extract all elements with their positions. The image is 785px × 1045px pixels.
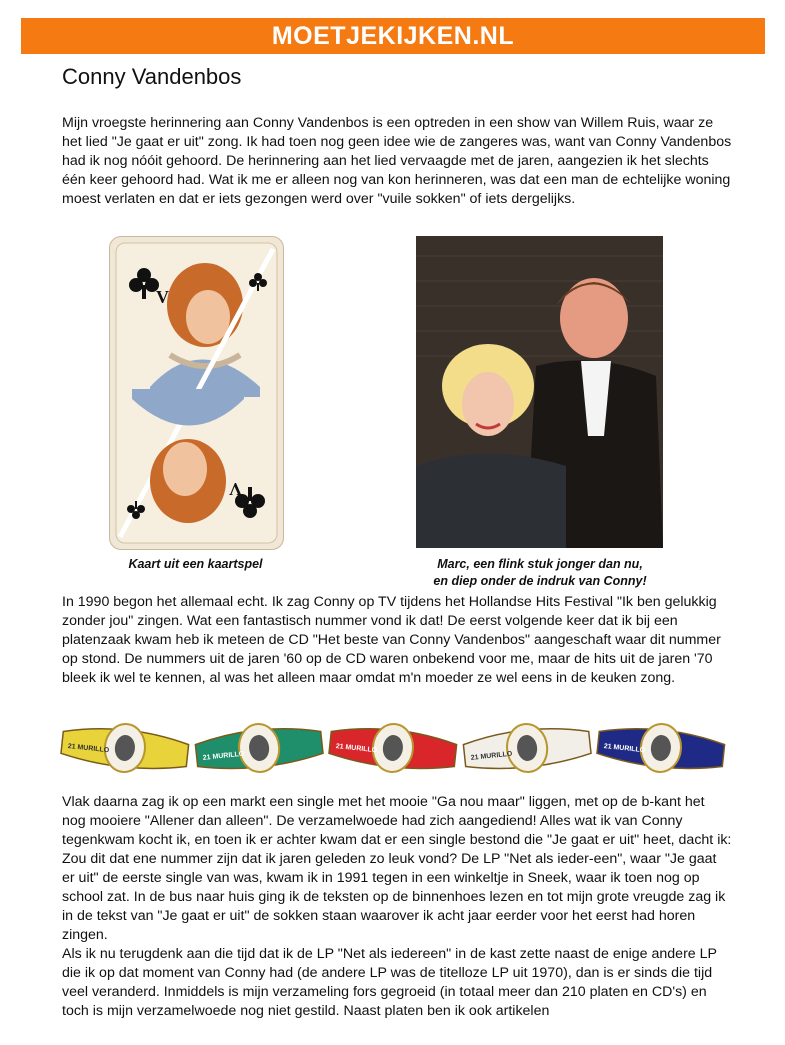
photo-marc-and-conny bbox=[416, 236, 663, 548]
cigar-band-label: 21 MURILLO bbox=[67, 743, 110, 755]
caption-photo-line-2: en diep onder de indruk van Conny! bbox=[433, 574, 647, 588]
caption-photo-line-1: Marc, een flink stuk jonger dan nu, bbox=[437, 557, 643, 571]
paragraph-1990: In 1990 begon het allemaal echt. Ik zag Conny op TV tijdens het Hollandse Hits Festival "Ik ben gelukkig zonder jou" zingen. Wat een fantastisch nummer vond ik dat! De eerst volgende keer dat ik bij een platenzaak kwam heb ik meteen de CD "Het beste van Conny Vandenbos" aangeschaft waar dit nummer op stond. De nummers uit de jaren '60 op de CD waren onbekend voor me, maar de hits uit de jaren '70 bleek ik wel te kennen, al was het alleen maar omdat m'n moeder ze wel eens in de keuken zong. bbox=[62, 594, 721, 686]
card-index-bottom: V bbox=[229, 479, 242, 499]
page-title: Conny Vandenbos bbox=[62, 64, 242, 89]
cigar-band-label: 21 MURILLO bbox=[335, 743, 378, 755]
cigar-bands-image bbox=[58, 708, 728, 786]
cigar-band bbox=[328, 718, 458, 779]
cigar-band-label: 21 MURILLO bbox=[202, 750, 245, 762]
playing-card-image bbox=[109, 236, 284, 550]
cigar-band bbox=[194, 718, 324, 779]
caption-photo bbox=[408, 556, 672, 590]
card-index-top: V bbox=[156, 287, 169, 307]
cigar-band bbox=[462, 718, 592, 779]
paragraph-collection: Vlak daarna zag ik op een markt een single met het mooie "Ga nou maar" liggen, met op de b-kant het nog mooiere "Allener dan alleen". De verzamelwoede had zich aangediend! Alles wat ik van Conny tegenkwam kocht ik, en toen ik er achter kwam dat er een single bestond die "Je gaat er uit" heet, dacht ik: Zou dit dat ene nummer zijn dat ik jaren geleden zo leuk vond? De LP "Net als ieder-een", waar "Je gaat er uit" de eerste single van was, kwam ik in 1991 tegen in een winkeltje in Sneek, waar ik toen nog op school zat. In de bus naar huis ging ik de teksten op de binnenhoes lezen en tot mijn grote vreugde zag ik in de tekst van "Je gaat er uit" de sokken staan waarover ik acht jaar eerder voor het eerst had horen zingen. Als ik nu terugdenk aan die tijd dat ik de LP "Net als iedereen" in de kast zette naast de enige andere LP die ik op dat moment van Conny had (de andere LP was de titelloze LP uit 1970), dan is er sinds die tijd veel veranderd. Inmiddels is mijn verzameling fors gegroeid (in totaal meer dan 210 platen en CD's) en toch is mijn verzamelwoede nog niet gestild. Naast platen ben ik ook artikelen bbox=[62, 794, 732, 1019]
site-banner-text: MOETJEKIJKEN.NL bbox=[271, 21, 515, 50]
cigar-band bbox=[60, 718, 190, 779]
cigar-band-label: 21 MURILLO bbox=[603, 743, 646, 755]
cigar-band bbox=[596, 718, 726, 779]
caption-card: Kaart uit een kaartspel bbox=[128, 557, 263, 571]
cigar-band-label: 21 MURILLO bbox=[470, 750, 513, 762]
paragraph-intro: Mijn vroegste herinnering aan Conny Vandenbos is een optreden in een show van Willem Ruis, waar ze het lied "Je gaat er uit" zong. Ik had toen nog geen idee wie de zangeres was, want van Conny Vandenbos had ik nog nóóit gehoord. De herinnering aan het lied vervaagde met de jaren, aangezien ik het slechts één keer gehoord had. Wat ik me er alleen nog van kon herinneren, was dat een man de echtelijke woning moest verlaten en dat er iets gezongen werd over "vuile sokken" of iets dergelijks. bbox=[62, 115, 732, 207]
site-banner[interactable] bbox=[21, 18, 765, 54]
